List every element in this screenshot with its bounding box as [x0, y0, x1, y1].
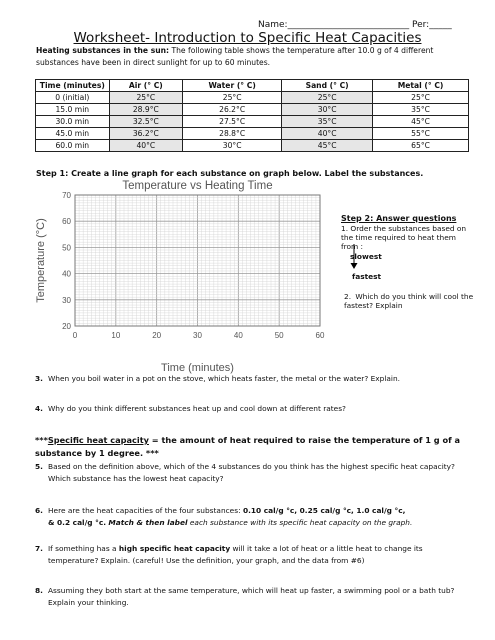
def-term: Specific heat capacity — [47, 435, 149, 445]
x-tick-label: 20 — [152, 331, 162, 340]
q6-text: Here are the heat capacities of the four substances: — [48, 506, 243, 515]
temperature-graph[interactable] — [30, 178, 335, 376]
table-cell: 45.0 min — [36, 128, 110, 140]
table-cell: 27.5°C — [183, 116, 282, 128]
q5-number: 5. — [35, 462, 43, 471]
down-arrow-icon — [349, 244, 359, 270]
intro-text: The following table shows the temperature after 10.0 g of 4 different substances have been in direct sunlight for up to 60 minutes. — [36, 46, 434, 67]
table-cell: 60.0 min — [36, 140, 110, 152]
table-cell: 26.2°C — [183, 104, 282, 116]
q1-number: 1. — [341, 224, 349, 233]
table-cell: 40°C — [282, 128, 373, 140]
x-tick-label: 50 — [274, 331, 284, 340]
slowest-label: slowest — [350, 252, 382, 261]
table-row — [36, 128, 469, 140]
temperature-table — [35, 79, 469, 152]
col-header-water: Water (° C) — [183, 80, 282, 92]
q6-values: 0.10 cal/g °c, 0.25 cal/g °c, 1.0 cal/g °c, — [242, 506, 406, 515]
q8-text: Assuming they both start at the same temperature, which will heat up faster, a swimming pool or a bath tub? — [48, 586, 455, 595]
def-prefix: *** — [35, 435, 48, 445]
name-label: Name: — [258, 20, 288, 30]
table-cell: 65°C — [373, 140, 469, 152]
q3-number: 3. — [35, 374, 43, 383]
q6-instruction-2: each substance with its specific heat capacity on the graph. — [187, 517, 413, 527]
table-row — [36, 140, 469, 152]
def-text: = the amount of heat required to raise the temperature of 1 g of a substance by 1 degree. *** — [35, 435, 461, 458]
table-row — [36, 104, 469, 116]
x-tick-label: 40 — [233, 331, 243, 340]
q6-number: 6. — [35, 506, 43, 515]
q6-values-2: & 0.2 cal/g °c. — [48, 517, 107, 527]
q7-text-b: will it take a lot of heat or a little heat to change its — [230, 544, 423, 553]
x-tick-label: 0 — [72, 331, 78, 340]
q7-bold: high specific heat capacity — [118, 544, 231, 553]
y-tick-label: 60 — [62, 217, 71, 227]
intro-bold: Heating substances in the sun: — [36, 46, 170, 55]
graph-title: Temperature vs Heating Time — [122, 180, 273, 192]
specific-heat-definition — [35, 434, 475, 460]
step2-panel — [341, 214, 471, 261]
q7-number: 7. — [35, 544, 43, 553]
table-cell: 45°C — [282, 140, 373, 152]
q4-number: 4. — [35, 404, 43, 413]
table-cell: 55°C — [373, 128, 469, 140]
table-row — [36, 116, 469, 128]
table-cell: 36.2°C — [109, 128, 182, 140]
table-cell: 30°C — [183, 140, 282, 152]
intro-paragraph — [36, 45, 461, 69]
col-header-time: Time (minutes) — [36, 80, 110, 92]
table-cell: 45°C — [373, 116, 469, 128]
q2-block — [344, 292, 474, 310]
name-blank[interactable]: ___________________________ — [287, 20, 410, 30]
table-header-row — [36, 80, 469, 92]
col-header-air: Air (° C) — [109, 80, 182, 92]
period-blank[interactable]: _____ — [429, 20, 452, 30]
y-tick-label: 70 — [62, 191, 71, 200]
q2-number: 2. — [344, 292, 352, 301]
q8-number: 8. — [35, 586, 43, 595]
x-tick-label: 60 — [315, 331, 325, 340]
question-7 — [35, 543, 475, 566]
question-8 — [35, 585, 475, 608]
table-cell: 28.8°C — [183, 128, 282, 140]
question-3 — [35, 373, 475, 385]
table-cell: 25°C — [183, 92, 282, 104]
fastest-label: fastest — [352, 272, 382, 281]
table-cell: 35°C — [282, 116, 373, 128]
question-4 — [35, 403, 475, 415]
q7-text-a: If something has a — [48, 544, 119, 553]
y-tick-label: 50 — [62, 243, 71, 253]
q3-text: When you boil water in a pot on the stove, which heats faster, the metal or the water? Explain. — [48, 374, 400, 383]
q5-text-2: Which substance has the lowest heat capacity? — [48, 473, 224, 483]
table-cell: 25°C — [109, 92, 182, 104]
q4-text: Why do you think different substances heat up and cool down at different rates? — [48, 404, 346, 413]
y-tick-label: 40 — [62, 269, 71, 279]
step1-instruction: Step 1: Create a line graph for each substance on graph below. Label the substances. — [36, 169, 424, 178]
y-tick-label: 20 — [62, 322, 71, 331]
table-cell: 30.0 min — [36, 116, 110, 128]
table-cell: 30°C — [282, 104, 373, 116]
step2-heading: Step 2: Answer questions — [341, 214, 457, 223]
period-label: Per: — [411, 20, 430, 30]
x-axis-label: Time (minutes) — [161, 362, 234, 374]
question-5 — [35, 461, 475, 484]
table-cell: 25°C — [373, 92, 469, 104]
table-cell: 0 (initial) — [36, 92, 110, 104]
table-cell: 40°C — [109, 140, 182, 152]
y-tick-label: 30 — [62, 295, 71, 305]
q7-text-2: temperature? Explain. (careful! Use the definition, your graph, and the data from #6) — [48, 555, 365, 565]
name-period-line — [258, 20, 452, 30]
q8-text-2: Explain your thinking. — [48, 597, 129, 607]
table-cell: 15.0 min — [36, 104, 110, 116]
q6-instruction: Match & then label — [108, 517, 188, 527]
worksheet-title: Worksheet- Introduction to Specific Heat Capacities — [73, 30, 422, 46]
y-axis-label: Temperature (°C) — [35, 218, 47, 303]
table-cell: 32.5°C — [109, 116, 182, 128]
table-cell: 35°C — [373, 104, 469, 116]
table-cell: 28.9°C — [109, 104, 182, 116]
col-header-sand: Sand (° C) — [282, 80, 373, 92]
x-tick-label: 10 — [111, 331, 121, 340]
q1-text: Order the substances based on the time required to heat them from : — [341, 224, 467, 251]
col-header-metal: Metal (° C) — [373, 80, 469, 92]
q5-text: Based on the definition above, which of the 4 substances do you think has the highest specific heat capacity? — [48, 462, 455, 471]
x-tick-label: 30 — [193, 331, 202, 340]
question-6 — [35, 505, 475, 528]
table-row — [36, 92, 469, 104]
q2-text: Which do you think will cool the fastest? Explain — [344, 292, 474, 310]
table-cell: 25°C — [282, 92, 373, 104]
